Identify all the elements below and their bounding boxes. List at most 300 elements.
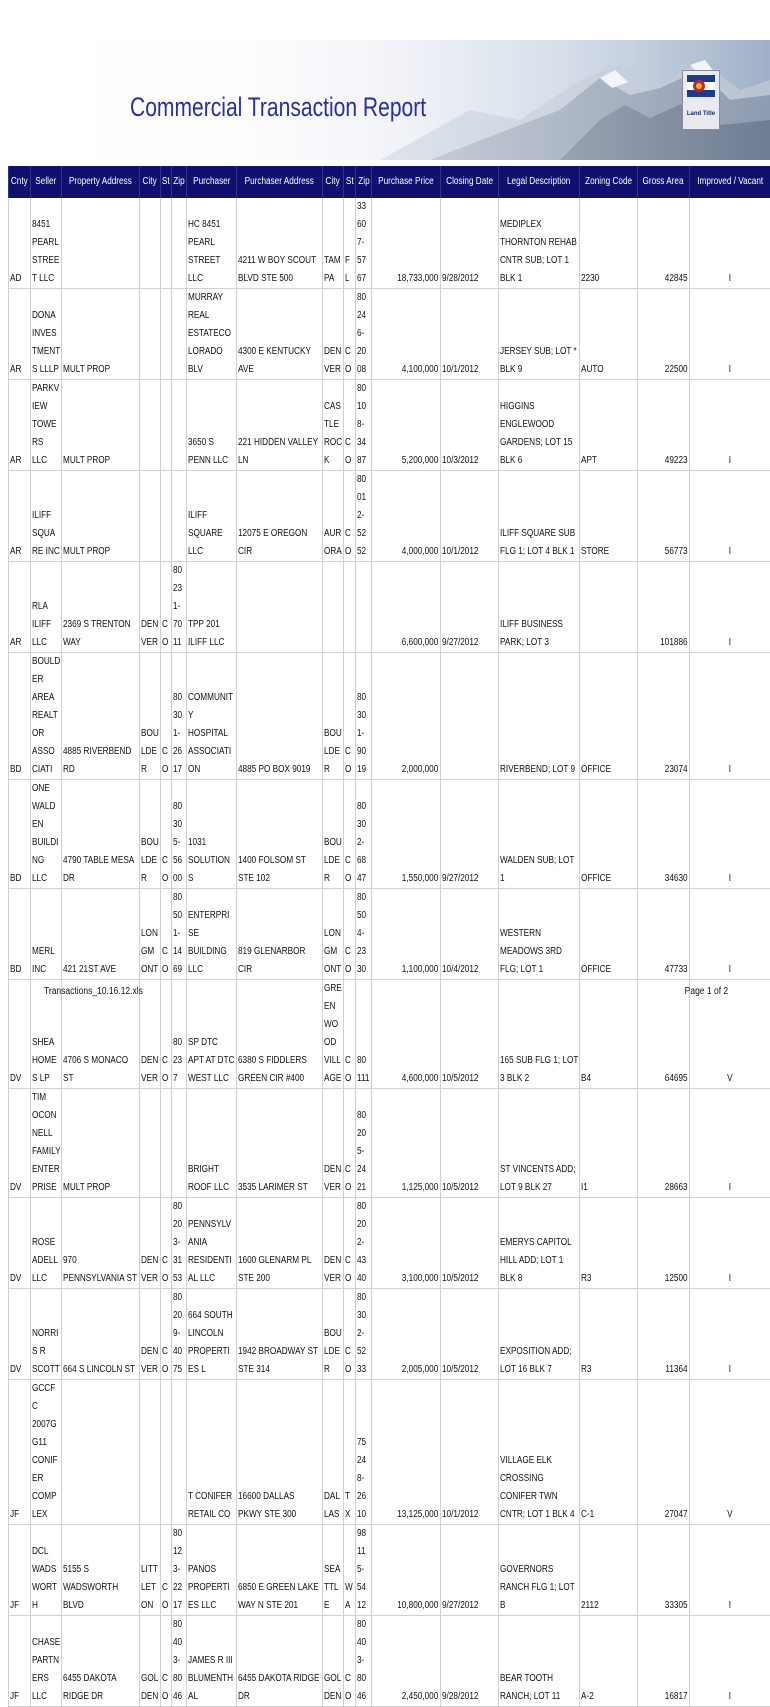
cell-purchaser-address: [237, 380, 323, 471]
cell-text: 2,005,000: [373, 1361, 439, 1379]
cell-purchaser-address: [237, 1089, 323, 1198]
cell-text: BOULDER: [141, 834, 159, 888]
cell-purchaser-zip: [356, 980, 372, 1089]
cell-purchase-price: [371, 889, 440, 980]
cell-text: WALDEN SUB; LOT 1: [500, 852, 578, 888]
cell-property-address: [62, 380, 140, 471]
cell-gross-area: [638, 562, 689, 653]
cell-zip: [171, 980, 187, 1089]
cell-st: [160, 1525, 171, 1616]
cell-cnty: [9, 653, 31, 780]
cell-text: RLA ILIFF LLC: [32, 598, 61, 652]
table-row: [9, 889, 770, 980]
cell-text: OFFICE: [581, 961, 636, 979]
cell-closing-date: [440, 653, 498, 780]
cell-purchaser-st: [344, 1198, 356, 1289]
cell-text: 33305: [639, 1597, 687, 1615]
cell-improved-vacant: [689, 289, 770, 380]
cell-text: 8451 PEARL STREET LLC: [32, 216, 61, 288]
cell-st: [160, 562, 171, 653]
cell-cnty: [9, 889, 31, 980]
cell-zip: [171, 889, 187, 980]
cell-text: TIM OCONNELL FAMILY ENTERPRISE: [32, 1089, 61, 1197]
cell-zip: [171, 198, 187, 289]
cell-closing-date: [440, 1289, 498, 1380]
cell-st: [160, 980, 171, 1089]
cell-text: DENVER: [141, 1343, 159, 1379]
cell-legal-description: [498, 780, 579, 889]
cell-purchaser-address: [237, 198, 323, 289]
cell-purchaser-city: [322, 653, 343, 780]
cell-text: 6,600,000: [373, 634, 439, 652]
cell-property-address: [62, 562, 140, 653]
cell-text: I: [690, 1688, 769, 1706]
cell-text: JAMES R III BLUMENTHAL: [188, 1652, 235, 1706]
cell-text: MEDIPLEX THORNTON REHAB CNTR SUB; LOT 1 BLK 1: [500, 216, 578, 288]
cell-text: CO: [162, 943, 170, 979]
cell-purchaser-city: [322, 1089, 343, 1198]
header-label: St: [346, 174, 354, 190]
cell-purchaser-address: [237, 1616, 323, 1707]
cell-city: [139, 1616, 160, 1707]
cell-zoning-code: [580, 380, 638, 471]
cell-seller: [30, 1198, 62, 1289]
cell-text: DENVER: [324, 1161, 342, 1197]
cell-city: [139, 289, 160, 380]
cell-purchaser-st: [344, 289, 356, 380]
cell-text: 2230: [581, 270, 636, 288]
cell-text: 80501-1469: [173, 889, 186, 979]
cell-text: 6455 DAKOTA RIDGE DR: [238, 1670, 321, 1706]
cell-text: 11364: [639, 1361, 687, 1379]
cell-text: 64695: [639, 1070, 687, 1088]
cell-closing-date: [440, 1525, 498, 1616]
cell-text: BRIGHT ROOF LLC: [188, 1161, 235, 1197]
cell-text: 3535 LARIMER ST: [238, 1179, 321, 1197]
cell-text: 80301-9019: [357, 689, 370, 779]
cell-purchase-price: [371, 1380, 440, 1525]
cell-text: OFFICE: [581, 870, 636, 888]
cell-purchaser-zip: [356, 1289, 372, 1380]
cell-text: I: [690, 270, 769, 288]
cell-closing-date: [440, 980, 498, 1089]
cell-text: CO: [162, 1343, 170, 1379]
cell-purchaser-city: [322, 562, 343, 653]
cell-text: CHASE PARTNERS LLC: [32, 1634, 61, 1706]
cell-closing-date: [440, 380, 498, 471]
cell-purchaser-st: [344, 380, 356, 471]
cell-text: CASTLE ROCK: [324, 398, 342, 470]
cell-text: 10/4/2012: [442, 961, 497, 979]
cell-st: [160, 653, 171, 780]
cell-property-address: [62, 1198, 140, 1289]
cell-text: 33607-5767: [357, 198, 370, 288]
cell-text: OFFICE: [581, 761, 636, 779]
cell-text: 9/27/2012: [442, 870, 497, 888]
cell-legal-description: [498, 1089, 579, 1198]
header-label: Closing Date: [446, 174, 493, 190]
cell-purchaser: [187, 653, 237, 780]
cell-text: I: [690, 1597, 769, 1615]
cell-text: ST VINCENTS ADD; LOT 9 BLK 27: [500, 1161, 578, 1197]
cell-text: LONGMONT: [141, 925, 159, 979]
cell-text: DONA INVESTMENTS LLLP: [32, 307, 61, 379]
cell-property-address: [62, 198, 140, 289]
cell-purchaser-zip: [356, 198, 372, 289]
header-label: Purchase Price: [378, 174, 434, 190]
cell-text: MERL INC: [32, 943, 61, 979]
cell-text: 13,125,000: [373, 1506, 439, 1524]
cell-purchase-price: [371, 1089, 440, 1198]
cell-cnty: [9, 1380, 31, 1525]
cell-legal-description: [498, 653, 579, 780]
cell-text: 1031 SOLUTIONS: [188, 834, 235, 888]
cell-text: ROSE ADELL LLC: [32, 1234, 61, 1288]
cell-text: PANOS PROPERTIES LLC: [188, 1561, 235, 1615]
cell-purchaser-address: [237, 471, 323, 562]
cell-purchaser: [187, 980, 237, 1089]
cell-text: CO: [162, 616, 170, 652]
cell-text: I: [690, 1270, 769, 1288]
cell-city: [139, 1525, 160, 1616]
header-cnty: [9, 166, 31, 198]
cell-text: 80202-4340: [357, 1198, 370, 1288]
cell-property-address: [62, 289, 140, 380]
header-label: Seller: [35, 174, 56, 190]
cell-seller: [30, 1380, 62, 1525]
cell-purchaser-city: [322, 380, 343, 471]
cell-purchaser-address: [237, 289, 323, 380]
table-row: [9, 1525, 770, 1616]
header-label: City: [143, 174, 157, 190]
cell-legal-description: [498, 1525, 579, 1616]
cell-text: 5,200,000: [373, 452, 439, 470]
cell-purchaser: [187, 1525, 237, 1616]
cell-seller: [30, 1289, 62, 1380]
cell-text: I1: [581, 1179, 636, 1197]
cell-purchaser-city: [322, 980, 343, 1089]
cell-purchaser-city: [322, 1616, 343, 1707]
cell-seller: [30, 471, 62, 562]
cell-legal-description: [498, 1198, 579, 1289]
cell-text: 2,000,000: [373, 761, 439, 779]
cell-text: I: [690, 1179, 769, 1197]
cell-closing-date: [440, 889, 498, 980]
cell-seller: [30, 653, 62, 780]
cell-zoning-code: [580, 980, 638, 1089]
cell-purchase-price: [371, 380, 440, 471]
cell-text: BOULDER AREA REALTOR ASSOCIATI: [32, 653, 61, 779]
cell-text: 27047: [639, 1506, 687, 1524]
cell-purchaser-st: [344, 980, 356, 1089]
cell-text: JF: [10, 1597, 29, 1615]
cell-text: B4: [581, 1070, 636, 1088]
cell-text: DV: [10, 1179, 29, 1197]
cell-text: SHEA HOMES LP: [32, 1034, 61, 1088]
cell-seller: [30, 198, 62, 289]
cell-text: 3,100,000: [373, 1270, 439, 1288]
cell-st: [160, 198, 171, 289]
cell-zoning-code: [580, 780, 638, 889]
cell-city: [139, 1380, 160, 1525]
header-purchaser-st: [344, 166, 356, 198]
cell-purchase-price: [371, 1289, 440, 1380]
cell-city: [139, 380, 160, 471]
cell-purchaser: [187, 889, 237, 980]
cell-zip: [171, 471, 187, 562]
cell-text: 2369 S TRENTON WAY: [63, 616, 138, 652]
cell-property-address: [62, 471, 140, 562]
cell-closing-date: [440, 1198, 498, 1289]
cell-purchaser-city: [322, 1289, 343, 1380]
cell-seller: [30, 1089, 62, 1198]
cell-text: 9/28/2012: [442, 270, 497, 288]
header-label: Gross Area: [643, 174, 684, 190]
cell-cnty: [9, 289, 31, 380]
cell-text: CO: [162, 1052, 170, 1088]
cell-zip: [171, 1289, 187, 1380]
cell-purchaser-st: [344, 1525, 356, 1616]
cell-zoning-code: [580, 1289, 638, 1380]
cell-text: 80305-5600: [173, 798, 186, 888]
cell-property-address: [62, 1089, 140, 1198]
header-gross-area: [638, 166, 689, 198]
cell-text: EMERYS CAPITOL HILL ADD; LOT 1 BLK 8: [500, 1234, 578, 1288]
cell-text: 80205-2421: [357, 1107, 370, 1197]
cell-text: 98115-5412: [357, 1525, 370, 1615]
table-row: [9, 562, 770, 653]
cell-text: CO: [162, 1579, 170, 1615]
cell-text: DV: [10, 1270, 29, 1288]
cell-zoning-code: [580, 289, 638, 380]
cell-purchaser-city: [322, 198, 343, 289]
cell-text: 4,100,000: [373, 361, 439, 379]
cell-purchaser: [187, 1089, 237, 1198]
cell-gross-area: [638, 471, 689, 562]
cell-text: 80246-2008: [357, 289, 370, 379]
cell-zip: [171, 1525, 187, 1616]
cell-text: 10/3/2012: [442, 452, 497, 470]
cell-text: 12500: [639, 1270, 687, 1288]
header-label: Improved / Vacant: [697, 174, 763, 190]
cell-improved-vacant: [689, 1198, 770, 1289]
cell-cnty: [9, 198, 31, 289]
cell-text: TX: [345, 1488, 354, 1524]
cell-purchase-price: [371, 780, 440, 889]
cell-closing-date: [440, 471, 498, 562]
cell-closing-date: [440, 1089, 498, 1198]
cell-st: [160, 471, 171, 562]
cell-zip: [171, 289, 187, 380]
table-row: [9, 1616, 770, 1707]
cell-purchaser-zip: [356, 1525, 372, 1616]
cell-purchaser: [187, 289, 237, 380]
cell-text: R3: [581, 1270, 636, 1288]
header-purchaser-address: [237, 166, 323, 198]
cell-improved-vacant: [689, 1525, 770, 1616]
cell-text: 22500: [639, 361, 687, 379]
cell-text: BD: [10, 761, 29, 779]
cell-purchaser-zip: [356, 562, 372, 653]
header-label: Cnty: [11, 174, 28, 190]
cell-text: A-2: [581, 1688, 636, 1706]
cell-text: NORRIS R SCOTT: [32, 1325, 61, 1379]
table-row: [9, 1198, 770, 1289]
cell-legal-description: [498, 1616, 579, 1707]
cell-purchaser-city: [322, 1380, 343, 1525]
header-purchaser: [187, 166, 237, 198]
cell-text: AR: [10, 634, 29, 652]
cell-text: 2112: [581, 1597, 636, 1615]
cell-text: 34630: [639, 870, 687, 888]
cell-text: VILLAGE ELK CROSSING CONIFER TWN CNTR; LOT 1 BLK 4: [500, 1452, 578, 1524]
cell-text: 1,550,000: [373, 870, 439, 888]
cell-purchaser-st: [344, 1089, 356, 1198]
cell-st: [160, 380, 171, 471]
header-city: [139, 166, 160, 198]
cell-zip: [171, 1616, 187, 1707]
cell-legal-description: [498, 380, 579, 471]
cell-purchaser: [187, 562, 237, 653]
cell-seller: [30, 562, 62, 653]
cell-city: [139, 198, 160, 289]
cell-text: 664 SOUTH LINCOLN PROPERTIES L: [188, 1307, 235, 1379]
cell-text: 10,800,000: [373, 1597, 439, 1615]
cell-purchase-price: [371, 289, 440, 380]
header-label: Purchaser: [193, 174, 230, 190]
cell-purchaser-city: [322, 780, 343, 889]
cell-zoning-code: [580, 653, 638, 780]
cell-text: ILIFF BUSINESS PARK; LOT 3: [500, 616, 578, 652]
cell-text: DCL WADSWORTH: [32, 1543, 61, 1615]
cell-purchaser-zip: [356, 780, 372, 889]
cell-zip: [171, 653, 187, 780]
cell-seller: [30, 380, 62, 471]
cell-zoning-code: [580, 198, 638, 289]
cell-improved-vacant: [689, 380, 770, 471]
cell-text: 4706 S MONACO ST: [63, 1052, 138, 1088]
cell-text: 970 PENNSYLVANIA ST: [63, 1252, 138, 1288]
cell-purchase-price: [371, 1616, 440, 1707]
header-zoning-code: [580, 166, 638, 198]
cell-text: 80111: [357, 1052, 370, 1088]
cell-improved-vacant: [689, 198, 770, 289]
table-row: [9, 653, 770, 780]
cell-text: GOLDEN: [324, 1670, 342, 1706]
cell-purchaser-address: [237, 780, 323, 889]
cell-zip: [171, 1089, 187, 1198]
cell-purchase-price: [371, 1525, 440, 1616]
table-row: [9, 1289, 770, 1380]
footer-filename: Transactions_10.16.12.xls: [44, 986, 143, 997]
cell-text: 4790 TABLE MESA DR: [63, 852, 138, 888]
cell-text: 80403-8046: [173, 1616, 186, 1706]
cell-text: 42845: [639, 270, 687, 288]
cell-text: 47733: [639, 961, 687, 979]
cell-gross-area: [638, 1525, 689, 1616]
cell-cnty: [9, 1525, 31, 1616]
cell-text: 664 S LINCOLN ST: [63, 1361, 138, 1379]
cell-text: CO: [345, 525, 354, 561]
cell-text: 421 21ST AVE: [63, 961, 138, 979]
header-label: Legal Description: [507, 174, 570, 190]
cell-text: WA: [345, 1579, 354, 1615]
cell-text: 2,450,000: [373, 1688, 439, 1706]
cell-gross-area: [638, 1289, 689, 1380]
cell-seller: [30, 289, 62, 380]
cell-text: 221 HIDDEN VALLEY LN: [238, 434, 321, 470]
cell-purchaser-st: [344, 562, 356, 653]
cell-text: 6380 S FIDDLERS GREEN CIR #400: [238, 1052, 321, 1088]
cell-text: 4885 PO BOX 9019: [238, 761, 321, 779]
cell-zip: [171, 1380, 187, 1525]
cell-purchaser-st: [344, 889, 356, 980]
cell-text: 4211 W BOY SCOUT BLVD STE 500: [238, 252, 321, 288]
cell-property-address: [62, 1289, 140, 1380]
table-row: [9, 289, 770, 380]
cell-purchaser-address: [237, 889, 323, 980]
cell-text: LITTLETON: [141, 1561, 159, 1615]
cell-text: CO: [345, 1252, 354, 1288]
cell-text: SEATTLE: [324, 1561, 342, 1615]
cell-text: 4,600,000: [373, 1070, 439, 1088]
cell-text: DV: [10, 1361, 29, 1379]
header-seller: [30, 166, 62, 198]
table-row: [9, 1380, 770, 1525]
cell-text: ENTERPRISE BUILDING LLC: [188, 907, 235, 979]
cell-text: T CONIFER RETAIL CO: [188, 1488, 235, 1524]
cell-text: JF: [10, 1506, 29, 1524]
header-zip: [171, 166, 187, 198]
cell-text: 9/27/2012: [442, 634, 497, 652]
cell-purchaser-city: [322, 471, 343, 562]
cell-text: 80209-4075: [173, 1289, 186, 1379]
table-row: [9, 471, 770, 562]
cell-text: AUTO: [581, 361, 636, 379]
cell-purchaser-address: [237, 1198, 323, 1289]
cell-purchaser-zip: [356, 1616, 372, 1707]
logo-text: Land Title: [683, 111, 719, 118]
cell-st: [160, 1616, 171, 1707]
cell-improved-vacant: [689, 1616, 770, 1707]
cell-text: CO: [345, 343, 354, 379]
header-purchaser-zip: [356, 166, 372, 198]
cell-text: CO: [345, 434, 354, 470]
cell-text: 1,125,000: [373, 1179, 439, 1197]
cell-text: HC 8451 PEARL STREET LLC: [188, 216, 235, 288]
footer-page-number: Page 1 of 2: [685, 986, 728, 997]
cell-st: [160, 1380, 171, 1525]
cell-purchaser-zip: [356, 1380, 372, 1525]
cell-text: AURORA: [324, 525, 342, 561]
cell-gross-area: [638, 889, 689, 980]
cell-text: DENVER: [324, 1252, 342, 1288]
cell-closing-date: [440, 1616, 498, 1707]
cell-text: 10/5/2012: [442, 1361, 497, 1379]
cell-cnty: [9, 1616, 31, 1707]
cell-zip: [171, 380, 187, 471]
cell-city: [139, 471, 160, 562]
cell-closing-date: [440, 289, 498, 380]
cell-text: 80123-2217: [173, 1525, 186, 1615]
cell-text: 80301-2617: [173, 689, 186, 779]
cell-city: [139, 653, 160, 780]
cell-zoning-code: [580, 1198, 638, 1289]
cell-property-address: [62, 1616, 140, 1707]
cell-text: R3: [581, 1361, 636, 1379]
cell-text: I: [690, 361, 769, 379]
cell-purchaser: [187, 198, 237, 289]
